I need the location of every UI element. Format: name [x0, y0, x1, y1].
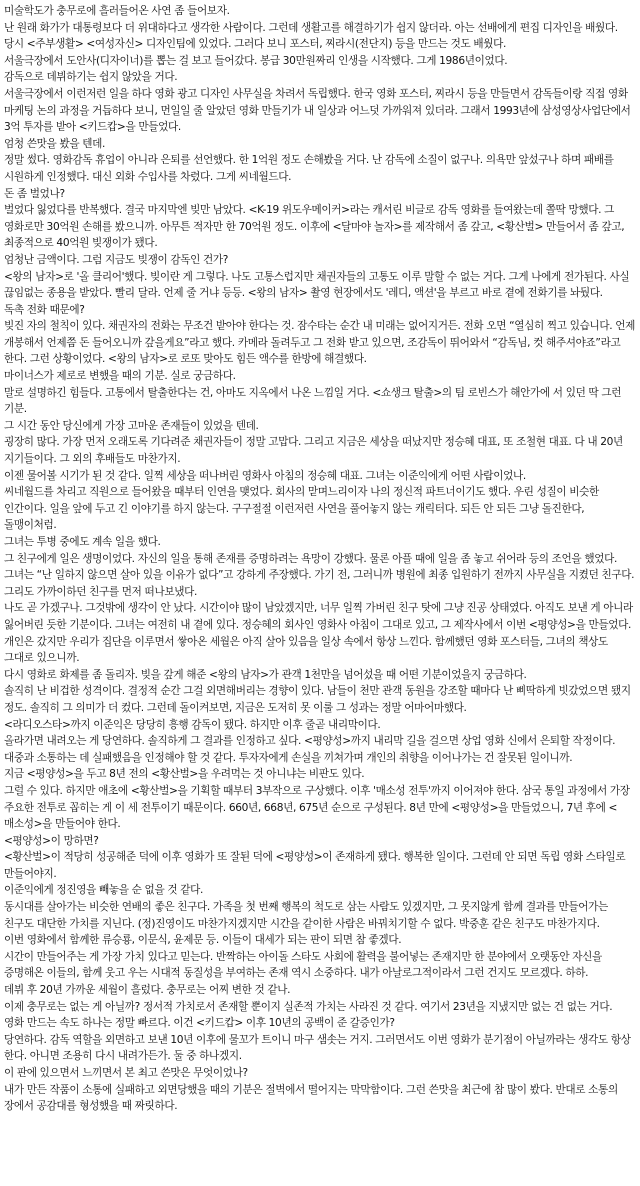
question-text: 다시 영화로 화제를 좀 돌리자. 빚을 갚게 해준 <왕의 남자>가 관객 1천만을 넘어섰을 때 어떤 기분이었을지 궁금하다. [4, 668, 527, 681]
question-text: 독촉 전화 때문에? [4, 303, 85, 316]
answer-text: 그럴 수 있다. 하지만 애초에 <황산벌>을 기획할 때부터 3부작으로 구상했다. 이후 '매소성 전투'까지 이어져야 한다. 삼국 통일 과정에서 가장 주요한 전투로 꼽히는 게 이 세 전투이기 때문이다. 660년, 668년, 675년 순으로 구성된다. 8년 만에 <평양성>을 만들었으니, 7년 후에 <매소성>을 만들어야 한다. [4, 784, 630, 831]
question-text: 마이너스가 제로로 변했을 때의 기분. 실로 궁금하다. [4, 370, 236, 383]
answer-text: 시간이 만들어주는 게 가장 가치 있다고 믿는다. 반짝하는 아이돌 스타도 사회에 활력을 불어넣는 존재지만 한 분야에서 오랫동안 자신을 증명해온 이들의, 함께 웃고 우는 시대적 동질성을 부여하는 존재 역시 소중하다. 내가 아날로그적이라서 그런 건지도 모르겠다. 하하. [4, 950, 602, 980]
question-text: 엄청난 금액이다. 그럼 지금도 빚쟁이 감독인 건가? [4, 253, 229, 266]
question-text: 미술학도가 충무로에 흘러들어온 사연 좀 들어보자. [4, 5, 230, 17]
answer-text: 벌었다 잃었다를 반복했다. 결국 마지막엔 빚만 남았다. <K-19 위도우메이커>라는 캐서린 비글로 감독 영화를 들여왔는데 쫄딱 망했다. 그 영화로만 30억원 손해를 봤으니까. 아무튼 적자만 한 70억원 정도. 이후에 <달마야 놀자>를 제작해서 좀 갚고, <황산벌> 만들어서 좀 갚고, 최종적으로 40억원 빚쟁이가 됐다. [4, 204, 625, 250]
answer-text: <왕의 남자>로 '올 클리어'했다. 빚이란 게 그렇다. 나도 고통스럽지만 채권자들의 고통도 이루 말할 수 없는 거다. 그게 나에게 전가된다. 사실 끊임없는 종용을 받았다. 빨리 달라. 언제 줄 거냐 등등. <왕의 남자> 촬영 현장에서도 '레디, 액션'을 부르고 바로 곁에 전화기를 놔뒀다. [4, 270, 630, 300]
question-text: 데뷔 후 20년 가까운 세월이 흘렀다. 충무로는 어찌 변한 것 같나. [4, 984, 291, 997]
question-text: 그리도 가까이하던 친구를 먼저 떠나보냈다. [4, 585, 197, 598]
question-text: 영화 만드는 속도 하나는 정말 빠르다. 이건 <키드캅> 이후 10년의 공백이 준 갈증인가? [4, 1017, 395, 1030]
question-text: 이젠 물어볼 시기가 된 것 같다. 일찍 세상을 떠나버린 영화사 아침의 정승혜 대표. 그녀는 이준익에게 어떤 사람이었나. [4, 469, 526, 482]
question-text: 지금 <평양성>을 두고 8년 전의 <황산벌>을 우려먹는 것 아니냐는 비판도 있다. [4, 768, 365, 781]
question-text: 그녀는 투병 중에도 계속 일을 했다. [4, 536, 161, 548]
answer-text: 솔직히 난 비겁한 성격이다. 결정적 순간 그걸 외면해버리는 경향이 있다. 남들이 천만 관객 동원을 강조할 때마다 난 삐딱하게 빗갔었으면 됐지 정도. 솔직히 그 의미가 더 컸다. 그런데 돌이켜보면, 지금은 도저히 못 이룰 그 성과는 정말 어마어마했다. [4, 685, 631, 714]
question-text: 그 시간 동안 당신에게 가장 고마운 존재들이 있었을 텐데. [4, 419, 259, 432]
question-text: 감독으로 데뷔하기는 쉽지 않았을 거다. [4, 71, 178, 84]
question-text: 엄청 쓴맛을 봤을 텐데. [4, 137, 106, 150]
question-text: 돈 좀 벌었나? [4, 187, 65, 200]
question-text: 이준익에게 정진영을 빼놓을 순 없을 것 같다. [4, 884, 204, 897]
answer-text: 동시대를 살아가는 비슷한 연배의 좋은 친구다. 가족을 첫 번째 행복의 척도로 삼는 사람도 있겠지만, 그 못지않게 함께 결과를 만들어가는 친구도 대단한 가치를 지닌다. (정)진영이도 마찬가지겠지만 시간을 같이한 사람은 바꿔치기할 수 없다. 박중훈 같은 친구도 마찬가지다. [4, 901, 608, 930]
answer-text: 정말 썼다. 영화감독 휴업이 아니라 은퇴를 선언했다. 한 1억원 정도 손해봤을 거다. 난 감독에 소질이 없구나. 의욕만 앞섰구나 하며 패배를 시원하게 인정했다. 대신 외화 수입사를 차렸다. 그게 씨네월드다. [4, 154, 614, 183]
question-text: 이번 영화에서 함께한 류승룡, 이문식, 윤제문 등. 이들이 대세가 되는 판이 되면 참 좋겠다. [4, 934, 402, 947]
answer-text: 이제 충무로는 없는 게 아닐까? 정서적 가치로서 존재할 뿐이지 실존적 가치는 사라진 것 같다. 여기서 23년을 지냈지만 없는 건 없는 거다. [4, 1000, 613, 1013]
answer-text: 서울극장에서 도안사(디자이너)를 뽑는 걸 보고 들어갔다. 봉급 30만원짜리 인생을 시작했다. 그게 1986년이었다. [4, 54, 508, 67]
answer-text: 그 친구에게 일은 생명이었다. 자신의 일을 통해 존재를 증명하려는 욕망이 강했다. 물론 아플 때에 일을 좀 놓고 쉬어라 등의 조언을 했었다. 그녀는 “난 일하지 않으면 살아 있을 이유가 없다”고 강하게 주장했다. 가기 전, 그러니까 병원에 최종 입원하기 전까지 사무실을 지켰던 친구다. [4, 552, 635, 582]
answer-text: 내가 만든 작품이 소통에 실패하고 외면당했을 때의 기분은 절벽에서 떨어지는 막막함이다. 그런 쓴맛을 최근에 참 많이 봤다. 반대로 소통의 장에서 공감대를 형성했을 때 짜릿하다. [4, 1083, 618, 1113]
answer-text: 말로 설명하긴 힘들다. 고통에서 탈출한다는 건, 아마도 지옥에서 나온 느낌일 거다. <쇼생크 탈출>의 팀 로빈스가 해안가에 서 있던 딱 그런 기분. [4, 386, 622, 416]
answer-text: 서울극장에서 이런저런 일을 하다 영화 광고 디자인 사무실을 차려서 독립했다. 한국 영화 포스터, 찌라시 등을 만들면서 감독들이랑 직접 영화 마케팅 논의 과정을 거듭하다 보니, 먼일일 줄 알았던 영화 만들기가 내 일상과 어느덧 가까워져 있더라. 그래서 1993년에 삼성영상사업단에서 3억 투자를 받아 <키드캅>을 만들었다. [4, 87, 631, 134]
answer-text: 빚진 자의 철칙이 있다. 채권자의 전화는 무조건 받아야 한다는 것. 잠수타는 순간 내 미래는 없어지거든. 전화 오면 “열심히 찍고 있습니다. 언제 개봉해서 언제쯤 돈 들어오니까 갚을게요”라고 했다. 카메라 돌려두고 그 전화 받고 있으면, 조감독이 뛰어와서 “감독님, 컷 해주셔야죠”라고 한다. 그런 상황이었다. <왕의 남자>로 로또 맞아도 힘든 액수를 한방에 해결했다. [4, 320, 636, 366]
answer-text: <황산벌>이 적당히 성공해준 덕에 이후 영화가 또 잘된 덕에 <평양성>이 존재하게 됐다. 행복한 일이다. 그런데 안 되면 독립 영화 스타일로 만들어야지. [4, 851, 626, 880]
answer-text: 난 원래 화가가 대통령보다 더 위대하다고 생각한 사람이다. 그런데 생활고를 해결하기가 쉽지 않더라. 아는 선배에게 편집 디자인을 배웠다. 당시 <주부생활> <여성자신> 디자인팀에 있었다. 그러다 보니 포스터, 찌라시(전단지) 등을 만드는 것도 배웠다. [4, 21, 618, 51]
answer-text: 당연하다. 감독 역할을 외면하고 보낸 10년 이후에 물꼬가 트이니 마구 샘솟는 거지. 그러면서도 이번 영화가 분기점이 아닐까라는 생각도 항상 한다. 아니면 조용히 다시 내려가든가. 둘 중 하나겠지. [4, 1033, 631, 1063]
answer-text: 나도 곧 가겠구나. 그것밖에 생각이 안 났다. 시간이야 많이 남았겠지만, 너무 일찍 가버린 친구 탓에 그냥 진공 상태였다. 아직도 보낸 게 아니라 잃어버린 듯한 기분이다. 그녀는 여전히 내 곁에 있다. 정승혜의 회사인 영화사 아침이 그대로 있고, 그 제작사에서 이번 <평양성>을 만들었다. 개인은 갔지만 우리가 집단을 이루면서 쌓아온 세월은 아직 살아 있음을 일상 속에서 항상 느낀다. 함께했던 영화 포스터들, 그녀의 책상도 그대로 있으니까. [4, 602, 633, 665]
question-text: <평양성>이 망하면? [4, 834, 99, 847]
question-text: <라디오스타>까지 이준익은 당당히 흥행 감독이 됐다. 하지만 이후 줄곧 내리막이다. [4, 718, 381, 731]
answer-text: 굉장히 많다. 가장 먼저 오래도록 기다려준 채권자들이 정말 고맙다. 그리고 지금은 세상을 떠났지만 정승혜 대표, 또 조철현 대표. 다 내 20년 지기들이다. 그 외의 후배들도 마찬가지. [4, 436, 623, 466]
answer-text: 씨네월드를 차리고 직원으로 들어왔을 때부터 인연을 맺었다. 회사의 맏며느리이자 나의 정신적 파트너이기도 했다. 우린 성질이 비슷한 인간이다. 일을 앞에 두고 긴 이야기를 하지 않는다. 구구절절 이런저런 사연을 풀어놓지 않는 캐릭터다. 되든 안 되든 그냥 돌진한다, 돌맹이처럼. [4, 486, 599, 532]
question-text: 이 판에 있으면서 느끼면서 본 최고 쓴맛은 무엇이었나? [4, 1067, 248, 1079]
answer-text: 올라가면 내려오는 게 당연하다. 솔직하게 그 결과를 인정하고 싶다. <평양성>까지 내리막 길을 걸으면 상업 영화 신에서 은퇴할 작정이다. 대중과 소통하는 데 실패했음을 인정해야 할 것 같다. 투자자에게 손실을 끼쳐가며 개인의 취향을 이어나가는 건 잘못된 일이니까. [4, 735, 616, 764]
